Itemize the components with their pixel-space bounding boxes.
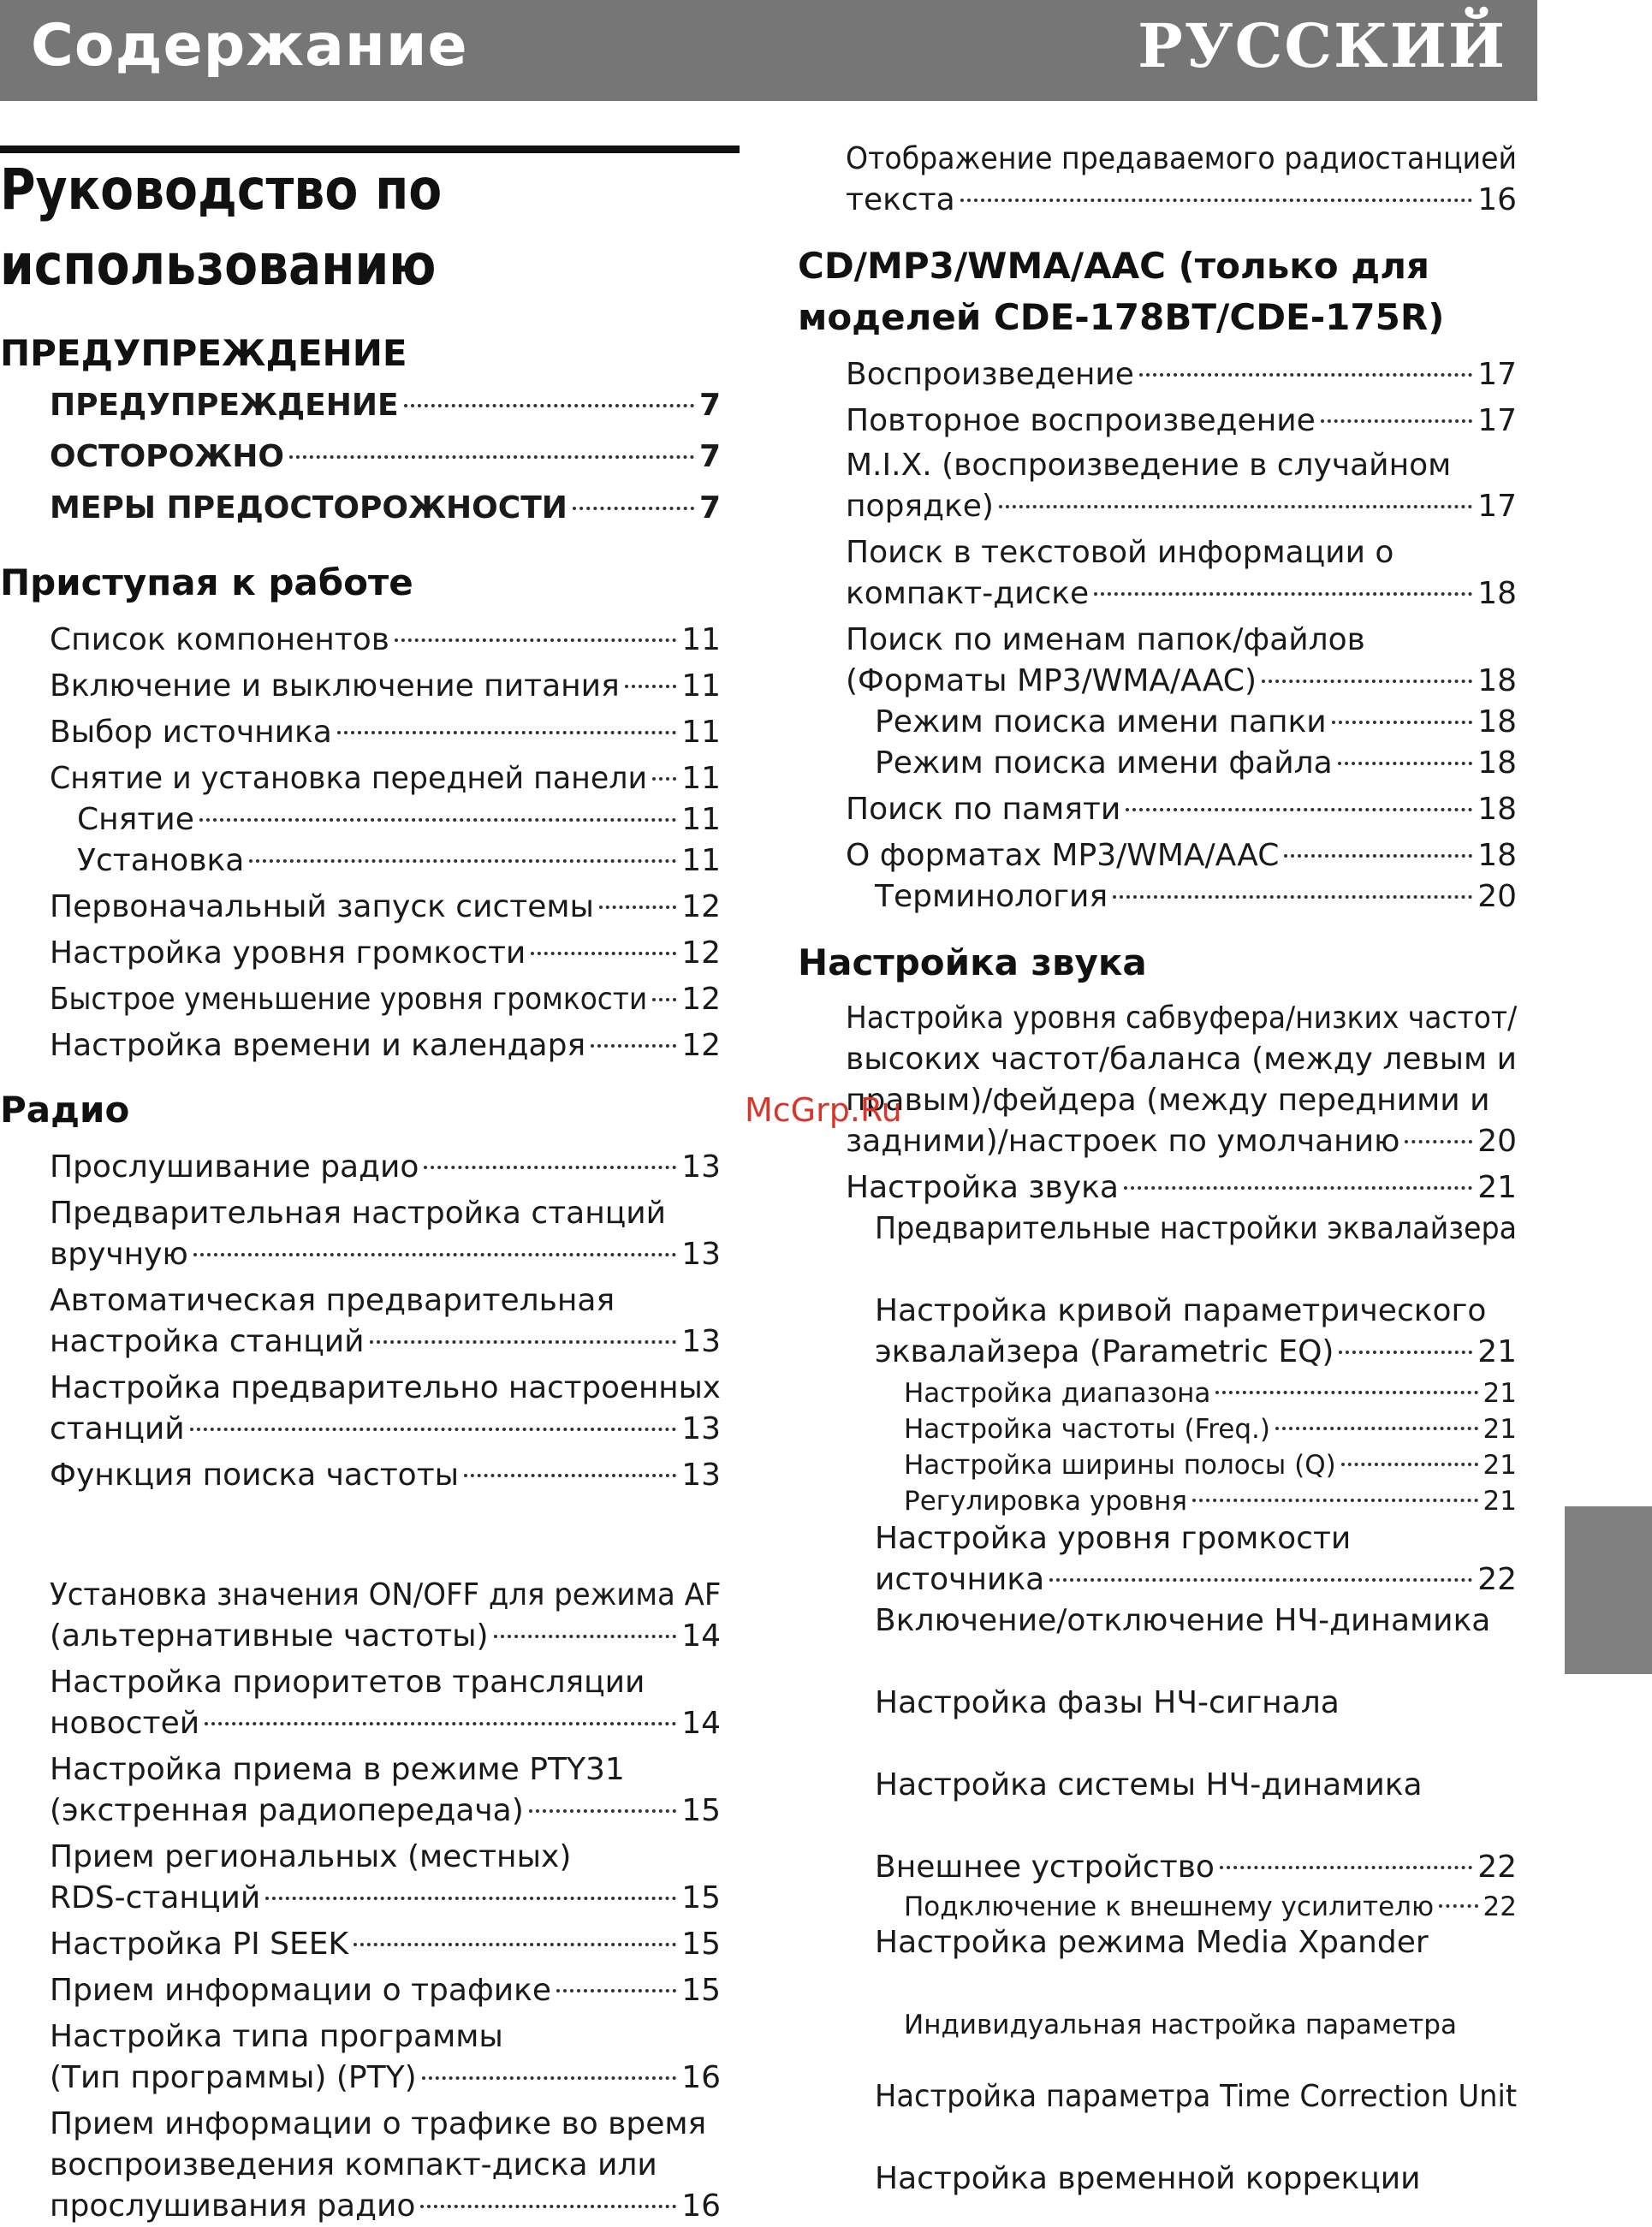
toc-label: Первоначальный запуск системы xyxy=(50,889,594,924)
section-heading-cd-line-2: моделей CDE-178BT/CDE-175R) xyxy=(798,296,1445,338)
toc-label: Включение и выключение питания xyxy=(50,668,620,704)
toc-page: 11 xyxy=(681,761,721,796)
toc-page: 18 xyxy=(1477,838,1517,873)
toc-page: 13 xyxy=(681,1237,721,1272)
toc-label: (альтернативные частоты) xyxy=(50,1618,489,1654)
manual-title-line-2: использованию xyxy=(0,232,437,298)
toc-entry-line: Настройка кривой параметрического xyxy=(875,1293,1487,1328)
toc-label: Внешнее устройство xyxy=(875,1850,1215,1885)
toc-entry-line: Настройка режима Media Xpander xyxy=(875,1925,1429,1960)
toc-page: 13 xyxy=(681,1458,721,1493)
toc-leader xyxy=(422,2076,677,2080)
toc-leader xyxy=(494,1635,677,1638)
toc-leader xyxy=(531,952,676,955)
toc-leader xyxy=(1439,1904,1477,1908)
toc-label: прослушивания радио xyxy=(50,2188,416,2224)
toc-page: 21 xyxy=(1483,1486,1517,1517)
toc-page: 13 xyxy=(681,1411,721,1446)
toc-entry[interactable] xyxy=(50,1409,721,1450)
toc-label: (Тип программы) (PTY) xyxy=(50,2060,417,2095)
toc-page: 17 xyxy=(1477,489,1517,524)
toc-entry[interactable] xyxy=(50,712,721,753)
toc-entry[interactable] xyxy=(50,1616,721,1657)
toc-leader xyxy=(265,1897,676,1900)
toc-entry-line: Настройка приоритетов трансляции xyxy=(50,1665,645,1700)
toc-label: Регулировка уровня xyxy=(904,1486,1188,1517)
toc-leader xyxy=(337,731,676,734)
toc-page: 16 xyxy=(681,2188,721,2224)
toc-entry-line: Автоматическая предварительная xyxy=(50,1283,615,1318)
toc-label: Воспроизведение xyxy=(846,357,1134,392)
toc-entry[interactable] xyxy=(904,1376,1517,1410)
toc-leader xyxy=(1275,1427,1478,1430)
toc-entry[interactable] xyxy=(846,180,1517,221)
toc-label: Режим поиска имени файла xyxy=(875,745,1333,781)
toc-page: 11 xyxy=(681,668,721,704)
toc-page: 13 xyxy=(681,1324,721,1359)
toc-leader xyxy=(529,1809,676,1813)
toc-label: Настройка уровня громкости xyxy=(50,935,526,971)
toc-label: (экстренная радиопередача) xyxy=(50,1793,524,1828)
toc-leader xyxy=(960,199,1473,202)
toc-page: 18 xyxy=(1477,792,1517,827)
toc-entry-line: M.I.X. (воспроизведение в случайном xyxy=(846,448,1452,483)
toc-page: 15 xyxy=(681,1880,721,1915)
header-bar xyxy=(0,0,1537,101)
toc-entry[interactable] xyxy=(904,1484,1517,1518)
toc-leader xyxy=(652,998,676,1001)
toc-entry-line: Настройка приема в режиме PTY31 xyxy=(50,1752,625,1787)
toc-entry[interactable] xyxy=(50,1970,721,2011)
toc-entry[interactable] xyxy=(50,933,721,974)
toc-entry-line: высоких частот/баланса (между левым и xyxy=(846,1042,1517,1077)
toc-page: 20 xyxy=(1477,879,1517,914)
toc-label: Терминология xyxy=(875,879,1108,914)
section-heading-sound: Настройка звука xyxy=(798,941,1147,983)
toc-page: 11 xyxy=(681,843,721,878)
toc-leader xyxy=(1049,1578,1472,1582)
toc-label: Быстрое уменьшение уровня громкости xyxy=(50,982,648,1017)
toc-entry[interactable] xyxy=(846,835,1517,876)
toc-entry[interactable] xyxy=(50,1924,721,1965)
toc-entry[interactable] xyxy=(875,876,1517,918)
toc-label: МЕРЫ ПРЕДОСТОРОЖНОСТИ xyxy=(50,490,568,526)
toc-leader xyxy=(1321,419,1472,423)
toc-label: Снятие xyxy=(77,802,194,837)
toc-page: 7 xyxy=(698,388,721,423)
toc-entry[interactable] xyxy=(50,1878,721,1919)
toc-leader xyxy=(190,1428,677,1431)
toc-entry[interactable] xyxy=(50,758,721,799)
toc-entry[interactable] xyxy=(875,1332,1517,1373)
toc-leader xyxy=(1113,895,1472,899)
toc-leader xyxy=(1139,373,1472,377)
toc-entry[interactable] xyxy=(50,1025,721,1066)
toc-entry-precautions[interactable] xyxy=(50,488,721,529)
side-tab xyxy=(1565,1506,1652,1674)
toc-label: задними)/настроек по умолчанию xyxy=(846,1124,1400,1159)
toc-leader xyxy=(420,2205,676,2208)
toc-label: новостей xyxy=(50,1706,200,1741)
toc-leader xyxy=(1262,680,1472,683)
watermark: McGrp.Ru xyxy=(745,1091,902,1129)
toc-page: 7 xyxy=(698,439,721,474)
toc-entry[interactable] xyxy=(846,789,1517,830)
toc-label: Режим поиска имени папки xyxy=(875,704,1327,739)
toc-entry[interactable] xyxy=(77,840,721,882)
toc-page: 22 xyxy=(1483,1891,1517,1922)
toc-page: 12 xyxy=(681,982,721,1017)
toc-entry-line: Предварительная настройка станций xyxy=(50,1196,667,1231)
toc-label: Выбор источника xyxy=(50,715,332,750)
toc-entry-line: Поиск по именам папок/файлов xyxy=(846,622,1365,657)
toc-label: ОСТОРОЖНО xyxy=(50,439,284,474)
toc-page: 14 xyxy=(681,1706,721,1741)
toc-entry[interactable] xyxy=(875,1559,1517,1600)
toc-leader xyxy=(424,1166,676,1169)
toc-page: 22 xyxy=(1477,1562,1517,1597)
toc-label: источника xyxy=(875,1562,1045,1597)
toc-entry-line: Отображение предаваемого радиостанцией xyxy=(846,141,1518,176)
toc-entry[interactable] xyxy=(846,486,1517,527)
toc-entry-warning[interactable] xyxy=(50,385,721,426)
toc-label: текста xyxy=(846,182,955,217)
toc-entry-caution[interactable] xyxy=(50,436,721,478)
toc-label: Настройка диапазона xyxy=(904,1378,1211,1409)
toc-page: 13 xyxy=(681,1149,721,1185)
toc-page: 18 xyxy=(1477,745,1517,781)
toc-label: RDS-станций xyxy=(50,1880,261,1915)
toc-entry[interactable] xyxy=(50,1147,721,1188)
toc-page: 17 xyxy=(1477,357,1517,392)
toc-page: 21 xyxy=(1477,1334,1517,1369)
toc-entry[interactable] xyxy=(50,2186,721,2227)
toc-page: 22 xyxy=(1477,1850,1517,1885)
toc-label: Снятие и установка передней панели xyxy=(50,761,648,796)
toc-page: 15 xyxy=(681,1793,721,1828)
toc-entry[interactable] xyxy=(904,1412,1517,1446)
toc-entry-line: Настройка уровня сабвуфера/низких частот/ xyxy=(846,1001,1518,1036)
toc-label: Прием информации о трафике xyxy=(50,1973,552,2008)
toc-entry[interactable] xyxy=(904,1890,1517,1924)
toc-leader xyxy=(1405,1140,1472,1143)
toc-leader xyxy=(404,404,694,407)
toc-leader xyxy=(193,1253,676,1256)
toc-page: 21 xyxy=(1477,1170,1517,1205)
toc-page: 15 xyxy=(681,1973,721,2008)
toc-entry-line: Настройка предварительно настроенных xyxy=(50,1370,721,1405)
toc-leader xyxy=(999,505,1472,508)
toc-label: компакт-диске xyxy=(846,576,1090,611)
toc-entry[interactable] xyxy=(846,401,1517,442)
manual-title xyxy=(0,152,633,303)
toc-entry-line: Прием информации о трафике во время xyxy=(50,2106,707,2141)
toc-label: Список компонентов xyxy=(50,622,390,657)
toc-entry[interactable] xyxy=(50,887,721,928)
toc-entry-line: Прием региональных (местных) xyxy=(50,1839,572,1874)
section-heading-getting-started: Приступая к работе xyxy=(0,561,413,603)
toc-entry[interactable] xyxy=(846,573,1517,615)
toc-label: Поиск по памяти xyxy=(846,792,1121,827)
toc-label: Прослушивание радио xyxy=(50,1149,419,1185)
toc-leader xyxy=(1094,592,1472,596)
toc-page: 18 xyxy=(1477,663,1517,698)
toc-entry-line: Настройка типа программы xyxy=(50,2019,503,2054)
toc-page: 21 xyxy=(1483,1378,1517,1409)
toc-label: Настройка времени и календаря xyxy=(50,1028,586,1063)
toc-page: 18 xyxy=(1477,576,1517,611)
manual-title-line-1: Руководство по xyxy=(0,157,443,223)
toc-leader xyxy=(249,859,676,863)
section-heading-radio: Радио xyxy=(0,1089,130,1131)
page-title: Содержание xyxy=(31,12,468,80)
toc-leader xyxy=(1341,1463,1478,1466)
toc-leader xyxy=(1339,1351,1472,1354)
toc-page: 11 xyxy=(681,802,721,837)
toc-label: порядке) xyxy=(846,489,994,524)
toc-leader xyxy=(464,1474,676,1477)
toc-entry[interactable] xyxy=(50,1455,721,1496)
toc-leader xyxy=(1338,762,1473,765)
toc-entry-line: Индивидуальная настройка параметра xyxy=(904,2010,1457,2040)
toc-page: 15 xyxy=(681,1927,721,1962)
toc-entry[interactable] xyxy=(50,1703,721,1744)
toc-page: 18 xyxy=(1477,704,1517,739)
toc-label: Функция поиска частоты xyxy=(50,1458,460,1493)
toc-entry[interactable] xyxy=(77,799,721,840)
toc-leader xyxy=(199,818,676,822)
toc-label: (Форматы MP3/WMA/AAC) xyxy=(846,663,1257,698)
toc-entry-line: Настройка уровня громкости xyxy=(875,1521,1352,1556)
toc-leader xyxy=(1126,808,1472,811)
toc-page: 11 xyxy=(681,715,721,750)
toc-leader xyxy=(1284,854,1472,858)
toc-label: Настройка PI SEEK xyxy=(50,1927,349,1962)
toc-entry[interactable] xyxy=(846,1121,1517,1162)
toc-entry-line: Настройка временной коррекции xyxy=(875,2161,1421,2196)
toc-page: 7 xyxy=(698,490,721,526)
toc-entry-line: Настройка параметра Time Correction Unit xyxy=(875,2079,1518,2114)
toc-entry-line: Включение/отключение НЧ-динамика xyxy=(875,1603,1491,1638)
language-label: РУССКИЙ xyxy=(1138,10,1506,81)
toc-leader xyxy=(205,1722,676,1725)
toc-label: О форматах MP3/WMA/AAC xyxy=(846,838,1280,873)
toc-leader xyxy=(370,1340,677,1344)
toc-entry[interactable] xyxy=(904,1448,1517,1482)
toc-entry-line: Установка значения ON/OFF для режима AF xyxy=(50,1577,722,1612)
toc-label: станций xyxy=(50,1411,185,1446)
toc-label: Настройка звука xyxy=(846,1170,1119,1205)
toc-entry-line: правым)/фейдера (между передними и xyxy=(846,1083,1490,1118)
toc-label: Подключение к внешнему усилителю xyxy=(904,1891,1435,1922)
toc-entry-line: Настройка системы НЧ-динамика xyxy=(875,1767,1423,1802)
toc-entry[interactable] xyxy=(875,1847,1517,1888)
toc-leader xyxy=(354,1943,676,1946)
section-heading-cd-line-1: CD/MP3/WMA/AAC (только для xyxy=(798,245,1429,287)
toc-entry-line: Предварительные настройки эквалайзера xyxy=(875,1211,1518,1246)
toc-entry[interactable] xyxy=(50,666,721,707)
toc-entry[interactable] xyxy=(50,979,721,1020)
toc-entry[interactable] xyxy=(875,743,1517,784)
toc-leader xyxy=(1220,1866,1472,1869)
toc-label: Настройка частоты (Freq.) xyxy=(904,1414,1270,1445)
toc-page: 16 xyxy=(681,2060,721,2095)
toc-leader xyxy=(1215,1391,1477,1394)
toc-page: 12 xyxy=(681,935,721,971)
toc-entry[interactable] xyxy=(50,1791,721,1832)
toc-page: 17 xyxy=(1477,403,1517,438)
toc-leader xyxy=(573,507,694,510)
toc-page: 21 xyxy=(1483,1414,1517,1445)
toc-page: 16 xyxy=(1477,182,1517,217)
toc-entry-line: Поиск в текстовой информации о xyxy=(846,535,1394,570)
toc-label: Настройка ширины полосы (Q) xyxy=(904,1450,1336,1481)
toc-page: 12 xyxy=(681,1028,721,1063)
toc-entry[interactable] xyxy=(50,2058,721,2099)
toc-leader xyxy=(289,455,694,459)
toc-leader xyxy=(1192,1499,1478,1502)
toc-leader xyxy=(625,685,676,688)
toc-page: 14 xyxy=(681,1618,721,1654)
section-heading-warning: ПРЕДУПРЕЖДЕНИЕ xyxy=(0,332,407,374)
toc-leader xyxy=(652,777,676,781)
toc-entry[interactable] xyxy=(50,620,721,661)
toc-leader xyxy=(556,1989,676,1992)
toc-label: эквалайзера (Parametric EQ) xyxy=(875,1334,1334,1369)
toc-leader xyxy=(395,638,676,642)
toc-entry-line: воспроизведения компакт-диска или xyxy=(50,2147,657,2182)
toc-entry[interactable] xyxy=(846,354,1517,395)
toc-entry[interactable] xyxy=(50,1321,721,1363)
toc-leader xyxy=(591,1044,676,1048)
toc-entry[interactable] xyxy=(50,1234,721,1275)
toc-label: вручную xyxy=(50,1237,188,1272)
toc-leader xyxy=(1332,721,1473,724)
toc-page: 20 xyxy=(1477,1124,1517,1159)
toc-page: 11 xyxy=(681,622,721,657)
toc-entry[interactable] xyxy=(875,702,1517,743)
toc-entry[interactable] xyxy=(846,661,1517,702)
toc-label: ПРЕДУПРЕЖДЕНИЕ xyxy=(50,388,399,423)
toc-page: 21 xyxy=(1483,1450,1517,1481)
toc-leader xyxy=(599,906,676,909)
toc-page: 12 xyxy=(681,889,721,924)
toc-label: настройка станций xyxy=(50,1324,365,1359)
toc-entry-line: Настройка фазы НЧ-сигнала xyxy=(875,1685,1340,1720)
toc-entry[interactable] xyxy=(846,1167,1517,1209)
toc-label: Повторное воспроизведение xyxy=(846,403,1316,438)
toc-label: Установка xyxy=(77,843,245,878)
toc-leader xyxy=(1124,1186,1472,1190)
